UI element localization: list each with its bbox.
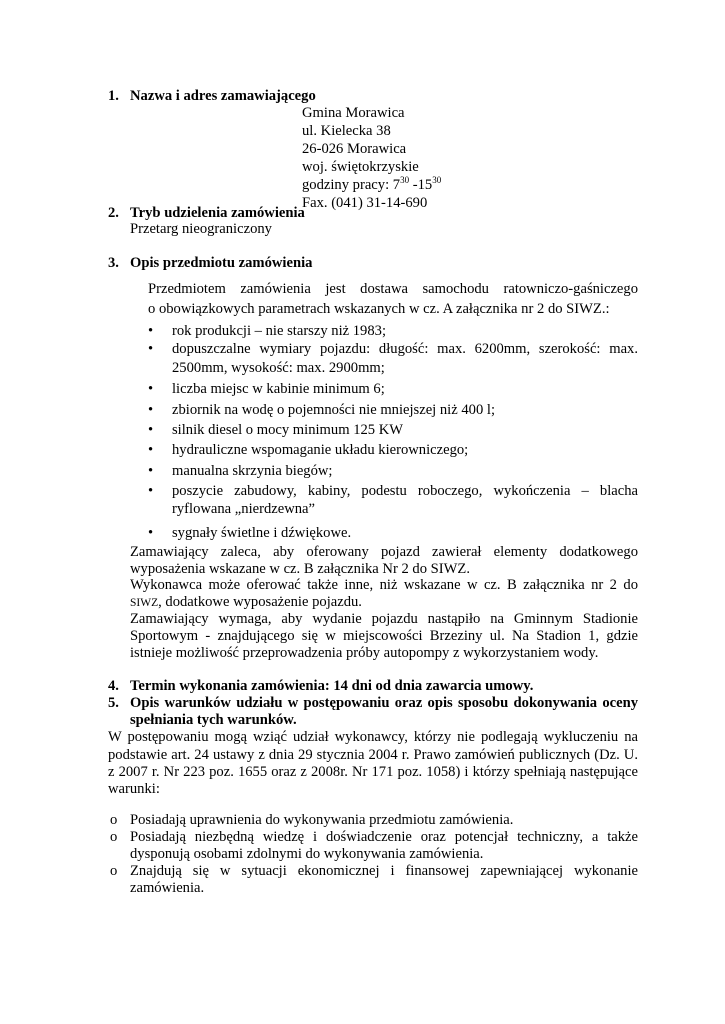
address-line: 26-026 Morawica [302, 141, 407, 157]
bullet-icon: • [148, 381, 154, 397]
circle-bullet-icon: o [110, 812, 118, 828]
spec-item: manualna skrzynia biegów; [172, 463, 333, 479]
bullet-icon: • [148, 402, 154, 418]
paragraph-line: SIWZ, dodatkowe wyposażenie pojazdu. [130, 594, 362, 610]
spec-item: hydrauliczne wspomaganie układu kierowniczego; [172, 442, 469, 458]
paragraph-line: Wykonawca może oferować także inne, niż wskazane w cz. B załącznika nr 2 do [130, 577, 638, 593]
address-block [302, 104, 441, 212]
bullet-icon: • [148, 442, 154, 458]
bullet-icon: • [148, 525, 154, 541]
spec-item: sygnały świetlne i dźwiękowe. [172, 525, 352, 541]
section-4-title: Termin wykonania zamówienia: 14 dni od dnia zawarcia umowy. [130, 678, 534, 694]
working-hours: godziny pracy: $7^{30}$ $-15^{30}$ [302, 175, 442, 193]
section-5-title-cont: spełniania tych warunków. [130, 712, 297, 728]
address-line: woj. świętokrzyskie [302, 159, 419, 175]
intro-line: o obowiązkowych parametrach wskazanych w cz. A załącznika nr 2 do SIWZ.: [148, 301, 610, 317]
condition-item: Posiadają niezbędną wiedzę i doświadczenie oraz potencjał techniczny, a także [130, 829, 638, 845]
bullet-icon: • [148, 483, 154, 499]
spec-item-cont: 2500mm, wysokość: max. 2900mm; [172, 360, 385, 376]
address-line: ul. Kielecka 38 [302, 123, 391, 139]
tender-mode: Przetarg nieograniczony [130, 221, 272, 237]
paragraph-line: wyposażenia wskazane w cz. B załącznika Nr 2 do SIWZ. [130, 561, 470, 577]
section-5-title: Opis warunków udziału w postępowaniu oraz opis sposobu dokonywania oceny [130, 695, 638, 711]
bullet-icon: • [148, 323, 154, 339]
paragraph-line: istnieje możliwość przeprowadzenia próby autopompy z wykorzystaniem wody. [130, 645, 599, 661]
section-2-number: 2. [108, 205, 119, 221]
paragraph-line: Zamawiający wymaga, aby wydanie pojazdu nastąpiło na Gminnym Stadionie [130, 611, 638, 627]
paragraph-line: warunki: [108, 781, 160, 797]
section-3-title: Opis przedmiotu zamówienia [130, 255, 313, 271]
paragraph-line: W postępowaniu mogą wziąć udział wykonawcy, którzy nie podlegają wykluczeniu na [108, 729, 638, 745]
bullet-icon: • [148, 463, 154, 479]
condition-item: Znajdują się w sytuacji ekonomicznej i finansowej zapewniającej wykonanie [130, 863, 638, 879]
paragraph-line: z 2007 r. Nr 223 poz. 1655 oraz z 2008r. Nr 171 poz. 1058) i którzy spełniają następujące [108, 764, 638, 780]
section-5-number: 5. [108, 695, 119, 711]
spec-item: zbiornik na wodę o pojemności nie mniejszej niż 400 l; [172, 402, 496, 418]
condition-item: Posiadają uprawnienia do wykonywania przedmiotu zamówienia. [130, 812, 514, 828]
spec-item: silnik diesel o mocy minimum 125 KW [172, 422, 404, 438]
spec-item: dopuszczalne wymiary pojazdu: długość: max. 6200mm, szerokość: max. [172, 341, 638, 357]
spec-item: rok produkcji – nie starszy niż 1983; [172, 323, 386, 339]
condition-item-cont: zamówienia. [130, 880, 205, 896]
spec-item-cont: ryflowana „nierdzewna” [172, 501, 316, 517]
section-1-number: 1. [108, 88, 119, 104]
bullet-icon: • [148, 341, 154, 357]
intro-line: Przedmiotem zamówienia jest dostawa samochodu ratowniczo-gaśniczego [148, 281, 638, 297]
section-4-number: 4. [108, 678, 119, 694]
section-1-title: Nazwa i adres zamawiającego [130, 88, 316, 104]
paragraph-line: Sportowym - znajdującego się w miejscowości Brzeziny ul. Na Stadion 1, gdzie [130, 628, 638, 644]
paragraph-line: Zamawiający zaleca, aby oferowany pojazd zawierał elementy dodatkowego [130, 544, 638, 560]
section-3-number: 3. [108, 255, 119, 271]
circle-bullet-icon: o [110, 863, 118, 879]
condition-item-cont: dysponują osobami zdolnymi do wykonywania zamówienia. [130, 846, 484, 862]
circle-bullet-icon: o [110, 829, 118, 845]
spec-item: liczba miejsc w kabinie minimum 6; [172, 381, 385, 397]
fax-number: Fax. (041) 31-14-690 [302, 195, 428, 211]
bullet-icon: • [148, 422, 154, 438]
address-line: Gmina Morawica [302, 105, 405, 121]
spec-item: poszycie zabudowy, kabiny, podestu roboczego, wykończenia – blacha [172, 483, 638, 499]
paragraph-line: podstawie art. 24 ustawy z dnia 29 stycznia 2004 r. Prawo zamówień publicznych (Dz. U. [108, 747, 638, 763]
section-2-title: Tryb udzielenia zamówienia [130, 205, 305, 221]
